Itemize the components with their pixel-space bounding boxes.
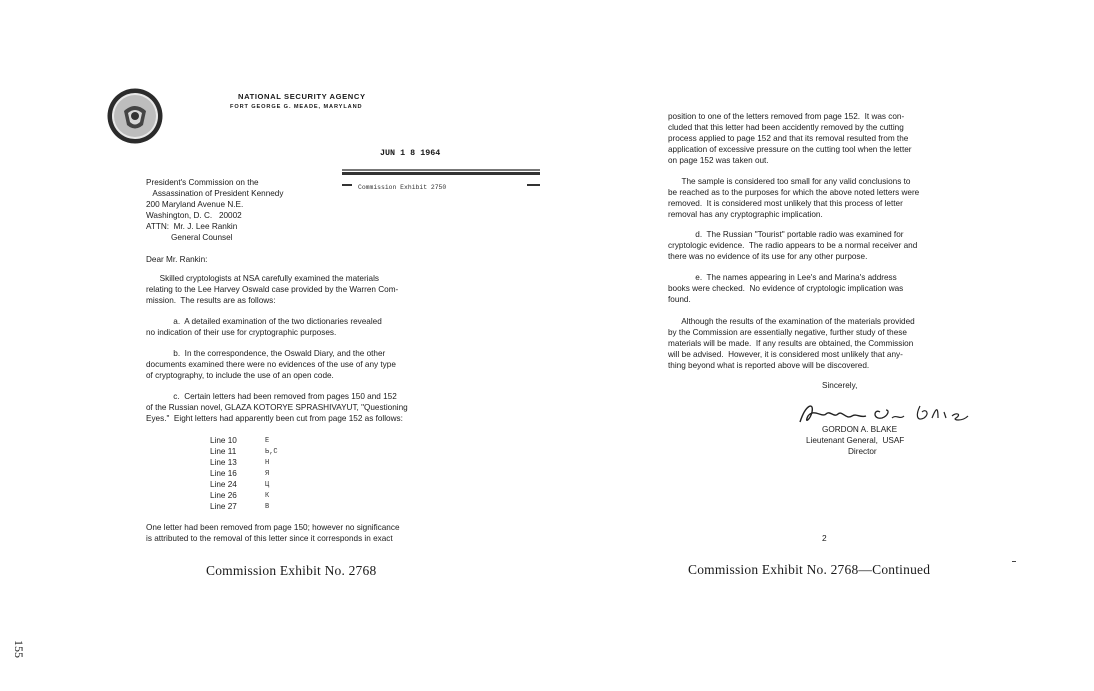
table-row-letters: Н [265,459,270,467]
table-row-label: Line 27 [210,502,237,511]
table-row-letters: Ь,С [265,448,278,456]
address-line: General Counsel [146,233,233,242]
body-line: removed. It is considered most unlikely that this process of letter [668,199,903,208]
volume-page-number: 155 [12,640,26,658]
table-row-label: Line 16 [210,469,237,478]
body-line: c. Certain letters had been removed from pages 150 and 152 [146,392,397,401]
table-row-letters: Ц [265,481,270,489]
body-line: relating to the Lee Harvey Oswald case provided by the Warren Com- [146,285,399,294]
body-line: removal has any cryptographic implication. [668,210,823,219]
body-line: by the Commission are essentially negative, further study of these [668,328,907,337]
address-line: ATTN: Mr. J. Lee Rankin [146,222,238,231]
body-line: no indication of their use for cryptographic purposes. [146,328,337,337]
body-line: One letter had been removed from page 150; however no significance [146,523,400,532]
divider [342,184,352,186]
body-line: found. [668,295,691,304]
nsa-seal-icon [106,87,164,145]
table-row-label: Line 10 [210,436,237,445]
body-line: Although the results of the examination of the materials provided [668,317,915,326]
body-line: on page 152 was taken out. [668,156,769,165]
table-row-letters: К [265,492,270,500]
body-line: of the Russian novel, GLAZA KOTORYE SPRASHIVAYUT, "Questioning [146,403,408,412]
body-line: The sample is considered too small for any valid conclusions to [668,177,911,186]
exhibit-caption-text: Commission Exhibit No. 2768 [206,563,377,578]
body-line: d. The Russian "Tourist" portable radio was examined for [668,230,904,239]
date-stamp: JUN 1 8 1964 [380,148,441,158]
signer-title: Director [848,447,877,456]
divider [527,184,540,186]
signature [796,398,972,428]
exhibit-stamp: Commission Exhibit 2750 [358,184,447,191]
table-row-label: Line 24 [210,480,237,489]
table-row-label: Line 26 [210,491,237,500]
body-line: Eyes." Eight letters had apparently been cut from page 152 as follows: [146,414,403,423]
table-row-label: Line 13 [210,458,237,467]
body-line: Skilled cryptologists at NSA carefully examined the materials [146,274,379,283]
table-row-letters: Е [265,437,270,445]
body-line: documents examined there were no evidences of the use of any type [146,360,396,369]
body-line: is attributed to the removal of this letter since it corresponds in exact [146,534,393,543]
scan-mark [1012,561,1016,562]
body-line: cryptologic evidence. The radio appears to be a normal receiver and [668,241,918,250]
agency-location: FORT GEORGE G. MEADE, MARYLAND [230,104,363,110]
redaction-bar [342,169,540,171]
body-line: of cryptography, to include the use of an open code. [146,371,334,380]
address-line: Assassination of President Kennedy [146,189,284,198]
salutation: Dear Mr. Rankin: [146,255,208,264]
signer-rank: Lieutenant General, USAF [806,436,905,445]
agency-name: NATIONAL SECURITY AGENCY [238,92,366,101]
body-line: be reached as to the purposes for which the above noted letters were [668,188,920,197]
signoff: Sincerely, [822,381,858,390]
table-row-letters: В [265,503,270,511]
body-line: mission. The results are as follows: [146,296,276,305]
exhibit-caption-continued [688,562,930,578]
signer-name: GORDON A. BLAKE [822,425,898,434]
exhibit-caption [206,563,376,579]
address-line: 200 Maryland Avenue N.E. [146,200,244,209]
exhibit-caption-text: Commission Exhibit No. 2768—Continued [688,562,931,577]
body-line: thing beyond what is reported above will be discovered. [668,361,870,370]
body-line: there was no evidence of its use for any other purpose. [668,252,868,261]
body-line: a. A detailed examination of the two dictionaries revealed [146,317,382,326]
redaction-bar [342,172,540,175]
address-line: Washington, D. C. 20002 [146,211,242,220]
body-line: materials will be made. If any results are obtained, the Commission [668,339,914,348]
body-line: application of excessive pressure on the cutting tool when the letter [668,145,912,154]
page-number: 2 [822,533,827,543]
body-line: cluded that this letter had been accidently removed by the cutting [668,123,904,132]
body-line: process applied to page 152 and that its removal resulted from the [668,134,909,143]
address-line: President's Commission on the [146,178,259,187]
table-row-label: Line 11 [210,447,237,456]
body-line: e. The names appearing in Lee's and Marina's address [668,273,897,282]
body-line: will be advised. However, it is considered most unlikely that any- [668,350,903,359]
body-line: b. In the correspondence, the Oswald Diary, and the other [146,349,386,358]
body-line: position to one of the letters removed from page 152. It was con- [668,112,905,121]
body-line: books were checked. No evidence of cryptologic implication was [668,284,904,293]
table-row-letters: Я [265,470,270,478]
